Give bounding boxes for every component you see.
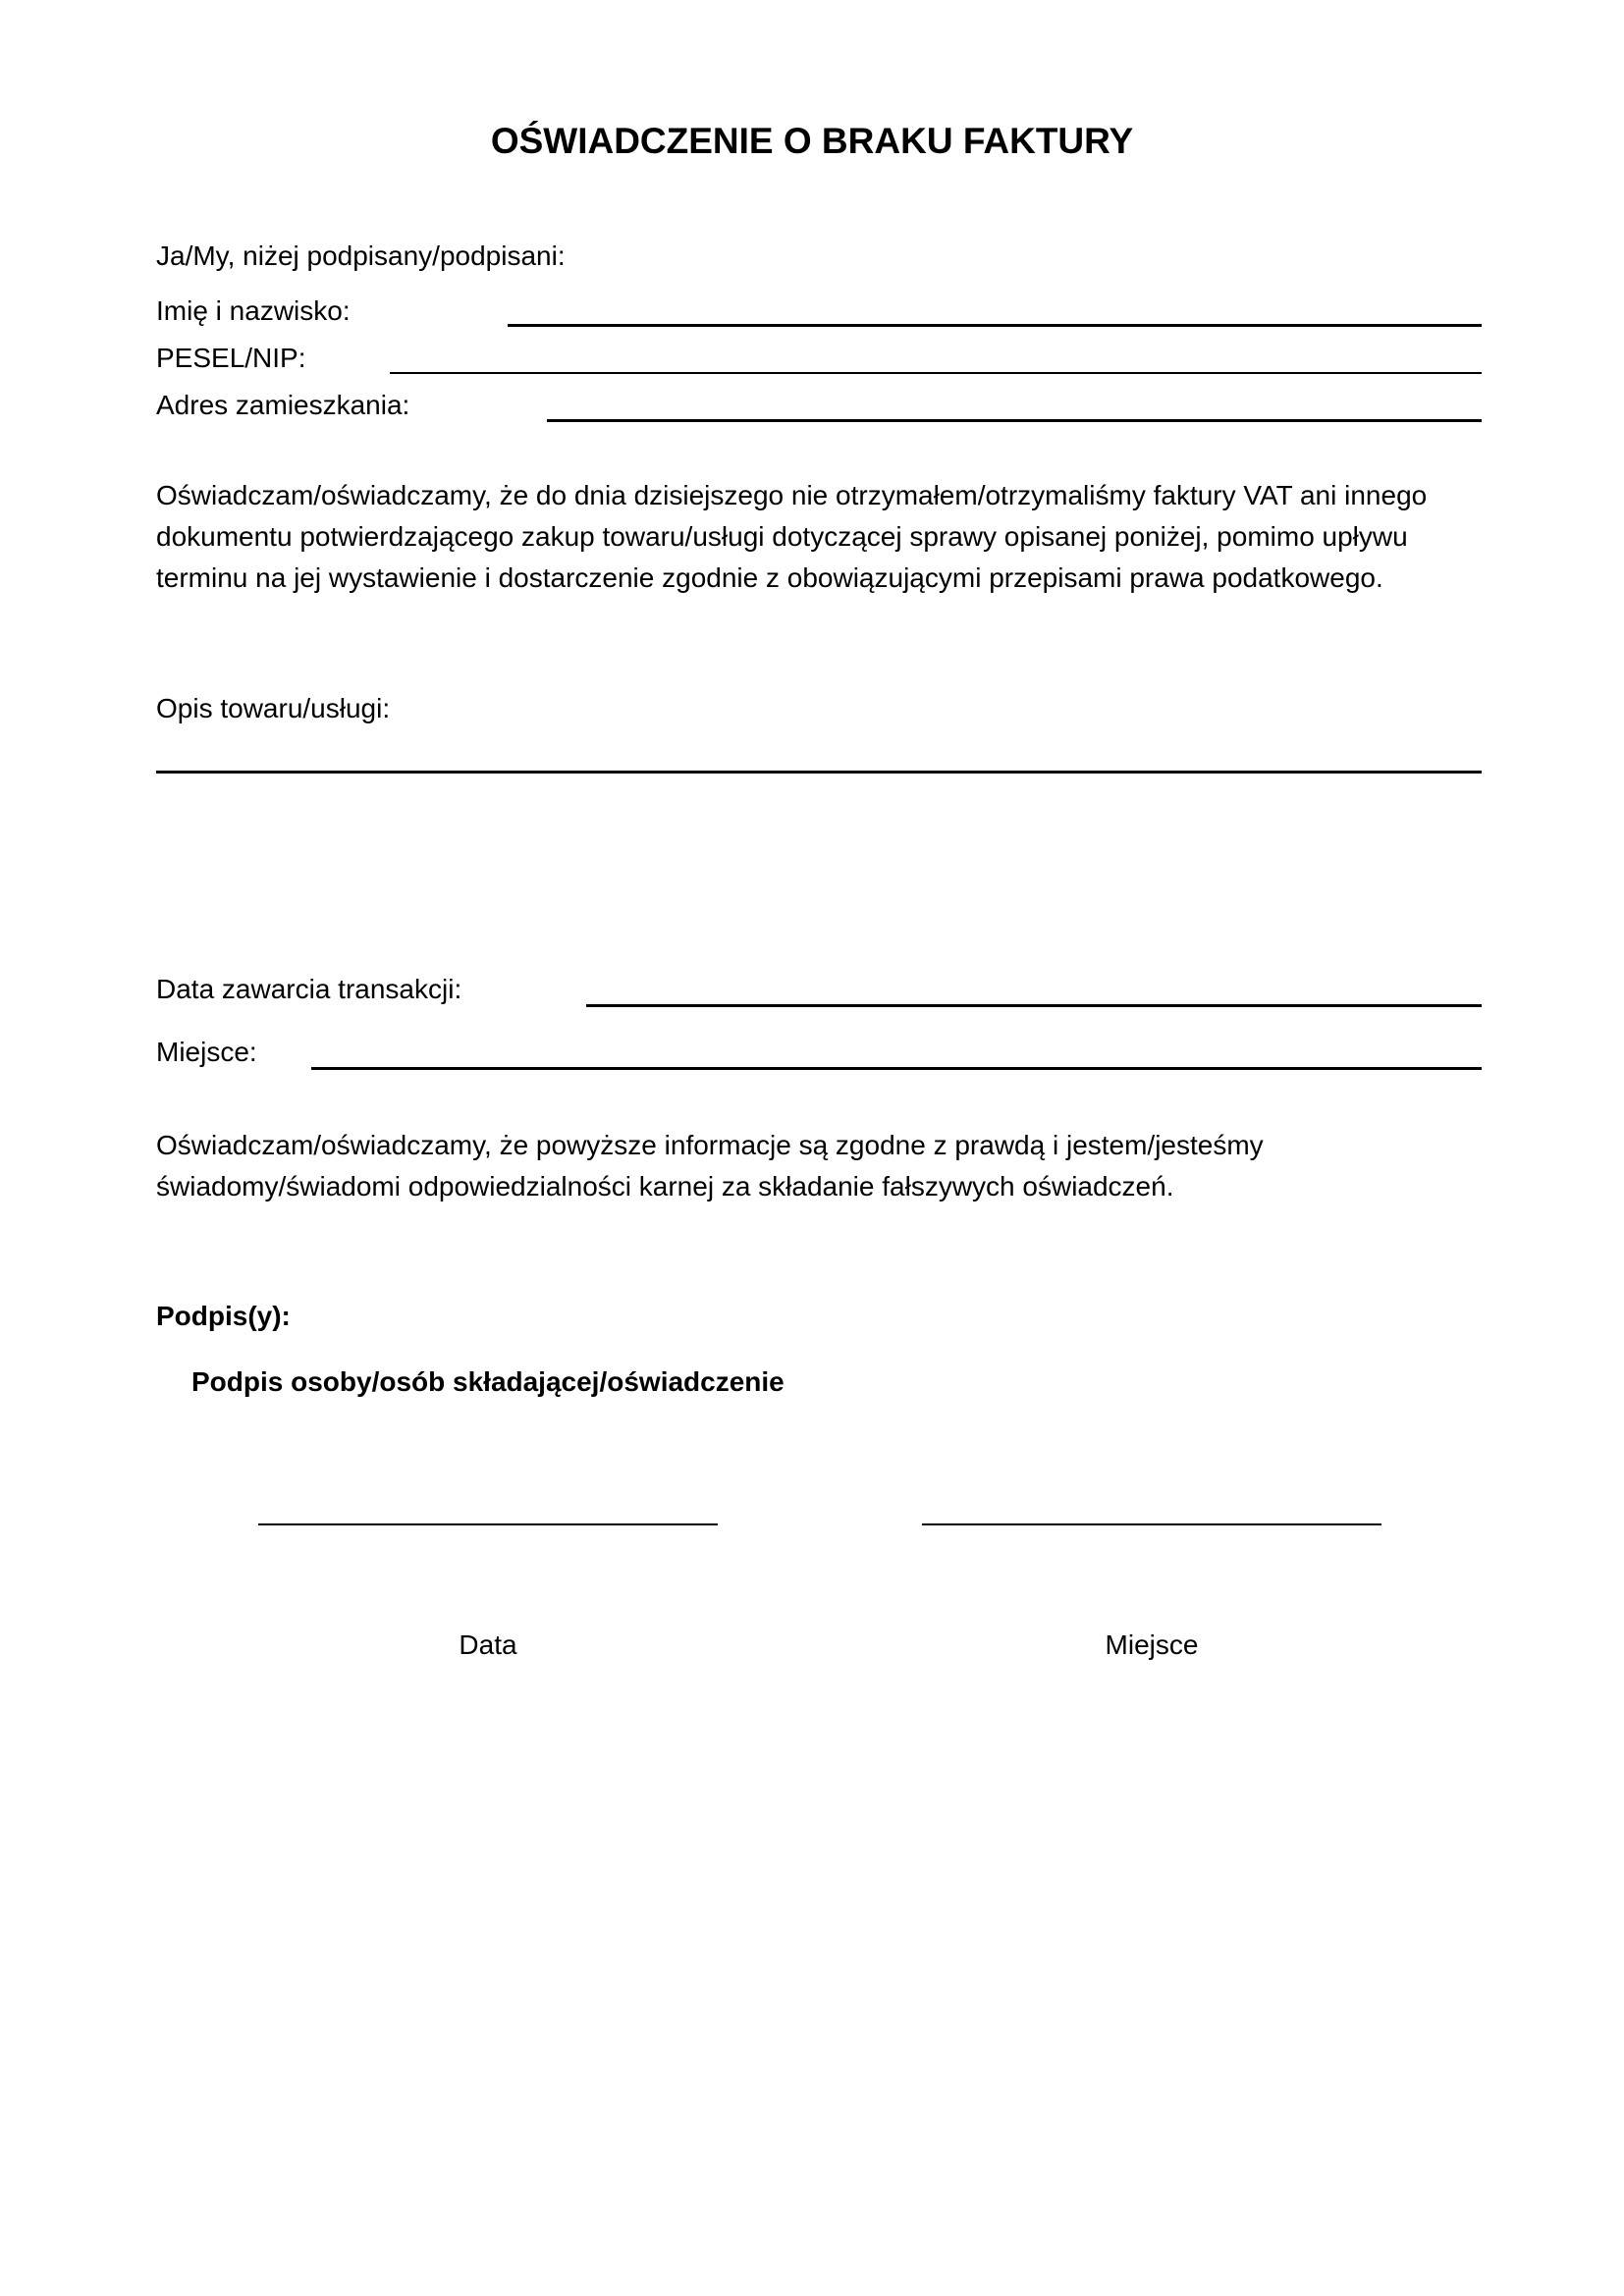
- place-field-line[interactable]: [311, 1067, 1482, 1070]
- signature-right-line[interactable]: [922, 1523, 1381, 1525]
- pesel-field-line[interactable]: [390, 372, 1482, 374]
- signature-left-caption: Data: [459, 1629, 517, 1660]
- statement-1-line-2: dokumentu potwierdzającego zakup towaru/usługi dotyczącej sprawy opisanej poniżej, pomimo upływu: [156, 521, 1408, 552]
- statement-2-line-2: świadomy/świadomi odpowiedzialności karnej za składanie fałszywych oświadczeń.: [156, 1171, 1174, 1201]
- statement-1-line-1: Oświadczam/oświadczamy, że do dnia dzisiejszego nie otrzymałem/otrzymaliśmy faktury VAT ani innego: [156, 480, 1428, 510]
- description-field-line[interactable]: [156, 771, 1482, 774]
- transaction-date-label: Data zawarcia transakcji:: [156, 974, 462, 1004]
- intro-text: Ja/My, niżej podpisany/podpisani:: [156, 240, 566, 271]
- address-label: Adres zamieszkania:: [156, 390, 410, 420]
- address-field-line[interactable]: [547, 419, 1482, 422]
- statement-1-line-3: terminu na jej wystawienie i dostarczenie zgodnie z obowiązującymi przepisami prawa podatkowego.: [156, 562, 1383, 593]
- signature-left-line[interactable]: [258, 1523, 718, 1525]
- signatures-heading: Podpis(y):: [156, 1301, 291, 1331]
- signature-right-caption: Miejsce: [1105, 1629, 1199, 1660]
- name-field-line[interactable]: [508, 324, 1482, 327]
- description-label: Opis towaru/usługi:: [156, 693, 391, 723]
- pesel-label: PESEL/NIP:: [156, 343, 306, 373]
- statement-2-line-1: Oświadczam/oświadczamy, że powyższe informacje są zgodne z prawdą i jestem/jesteśmy: [156, 1130, 1264, 1160]
- document-title: OŚWIADCZENIE O BRAKU FAKTURY: [490, 121, 1134, 161]
- place-label: Miejsce:: [156, 1037, 257, 1067]
- transaction-date-field-line[interactable]: [586, 1004, 1482, 1007]
- signatures-subheading: Podpis osoby/osób składającej/oświadczenie: [191, 1366, 785, 1397]
- name-label: Imię i nazwisko:: [156, 295, 351, 326]
